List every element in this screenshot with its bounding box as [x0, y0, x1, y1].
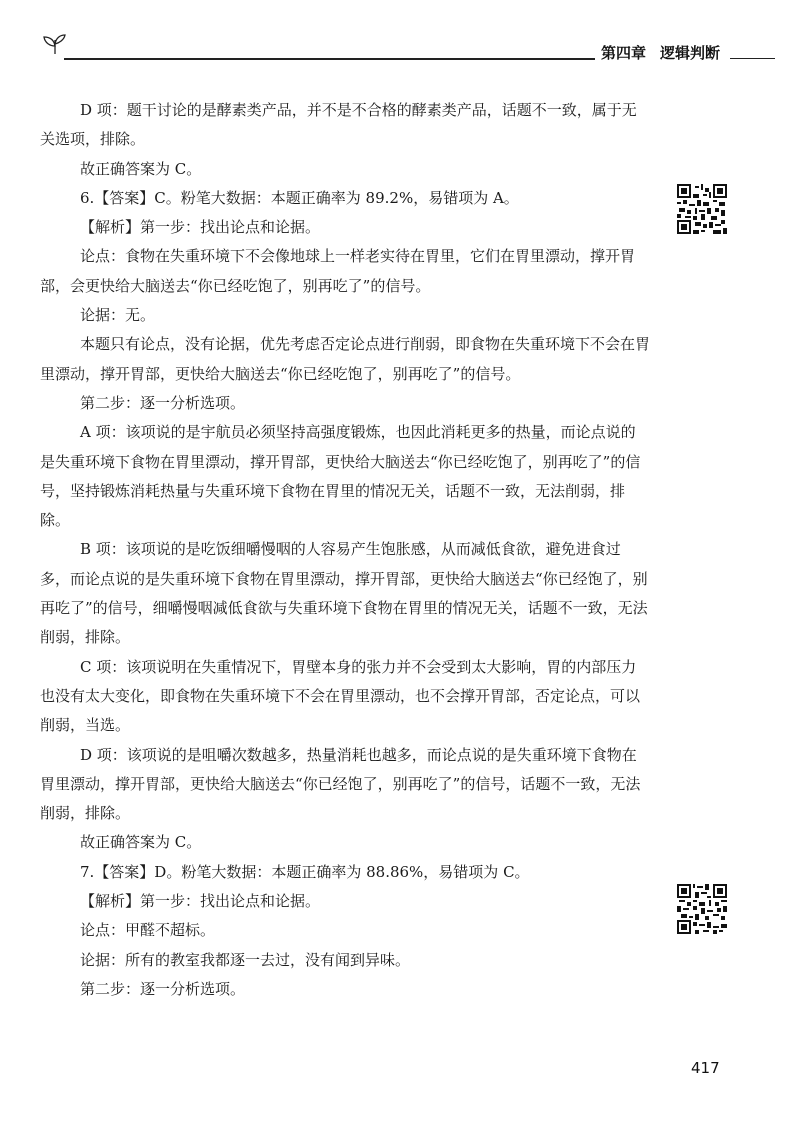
running-header [40, 28, 760, 68]
paragraph: D 项：该项说的是咀嚼次数越多，热量消耗也越多，而论点说的是失重环境下食物在胃里漂动，撑开胃部，更快给大脑送去“你已经饱了，别再吃了”的信号，话题不一致，无法削弱，排除。 [40, 745, 641, 823]
chapter-heading [595, 42, 726, 63]
paragraph: 第二步：逐一分析选项。 [80, 979, 246, 998]
paragraph: 【解析】第一步：找出论点和论据。 [80, 892, 321, 911]
header-rule-tail [730, 58, 775, 59]
paragraph: C 项：该项说明在失重情况下，胃壁本身的张力并不会受到太大影响，胃的内部压力也没有太大变化，即食物在失重环境下不会在胃里漂动，也不会撑开胃部，否定论点，可以削弱，当选。 [40, 657, 641, 735]
paragraph: 论据：无。 [80, 306, 156, 325]
paragraph: 第二步：逐一分析选项。 [80, 393, 246, 412]
page-body [40, 96, 651, 1004]
paragraph: B 项：该项说的是吃饭细嚼慢咽的人容易产生饱胀感，从而减低食欲，避免进食过多，而论点说的是失重环境下食物在胃里漂动，撑开胃部，更快给大脑送去“你已经饱了，别再吃了”的信号，细嚼慢咽减低食欲与失重环境下食物在胃里的情况无关，话题不一致，无法削弱，排除。 [40, 540, 648, 647]
paragraph: 论据：所有的教室我都逐一去过，没有闻到异味。 [80, 950, 411, 969]
paragraph: 论点：食物在失重环境下不会像地球上一样老实待在胃里，它们在胃里漂动，撑开胃部，会更快给大脑送去“你已经吃饱了，别再吃了”的信号。 [40, 247, 636, 295]
page-number: 417 [691, 1059, 720, 1077]
paragraph: D 项：题干讨论的是酵素类产品，并不是不合格的酵素类产品，话题不一致，属于无关选项，排除。 [40, 101, 637, 149]
paragraph: 本题只有论点，没有论据，优先考虑否定论点进行削弱，即食物在失重环境下不会在胃里漂动，撑开胃部，更快给大脑送去“你已经吃饱了，别再吃了”的信号。 [40, 335, 651, 383]
qr-code-icon[interactable] [677, 184, 727, 234]
leaf-ornament-icon [40, 32, 70, 58]
qr-code-icon[interactable] [677, 884, 727, 934]
header-rule [64, 58, 619, 60]
paragraph: 7.【答案】D。粉笔大数据：本题正确率为 88.86%，易错项为 C。 [80, 862, 530, 881]
chapter-title: 逻辑判断 [660, 44, 721, 62]
chapter-label: 第四章 [601, 44, 647, 62]
paragraph: 故正确答案为 C。 [80, 159, 202, 178]
paragraph: A 项：该项说的是宇航员必须坚持高强度锻炼，也因此消耗更多的热量，而论点说的是失重环境下食物在胃里漂动，撑开胃部，更快给大脑送去“你已经吃饱了，别再吃了”的信号，坚持锻炼消耗热量与失重环境下食物在胃里的情况无关，话题不一致，无法削弱，排除。 [40, 423, 641, 530]
paragraph: 【解析】第一步：找出论点和论据。 [80, 218, 321, 237]
paragraph: 论点：甲醛不超标。 [80, 921, 216, 940]
paragraph: 故正确答案为 C。 [80, 833, 202, 852]
paragraph: 6.【答案】C。粉笔大数据：本题正确率为 89.2%，易错项为 A。 [80, 188, 519, 207]
